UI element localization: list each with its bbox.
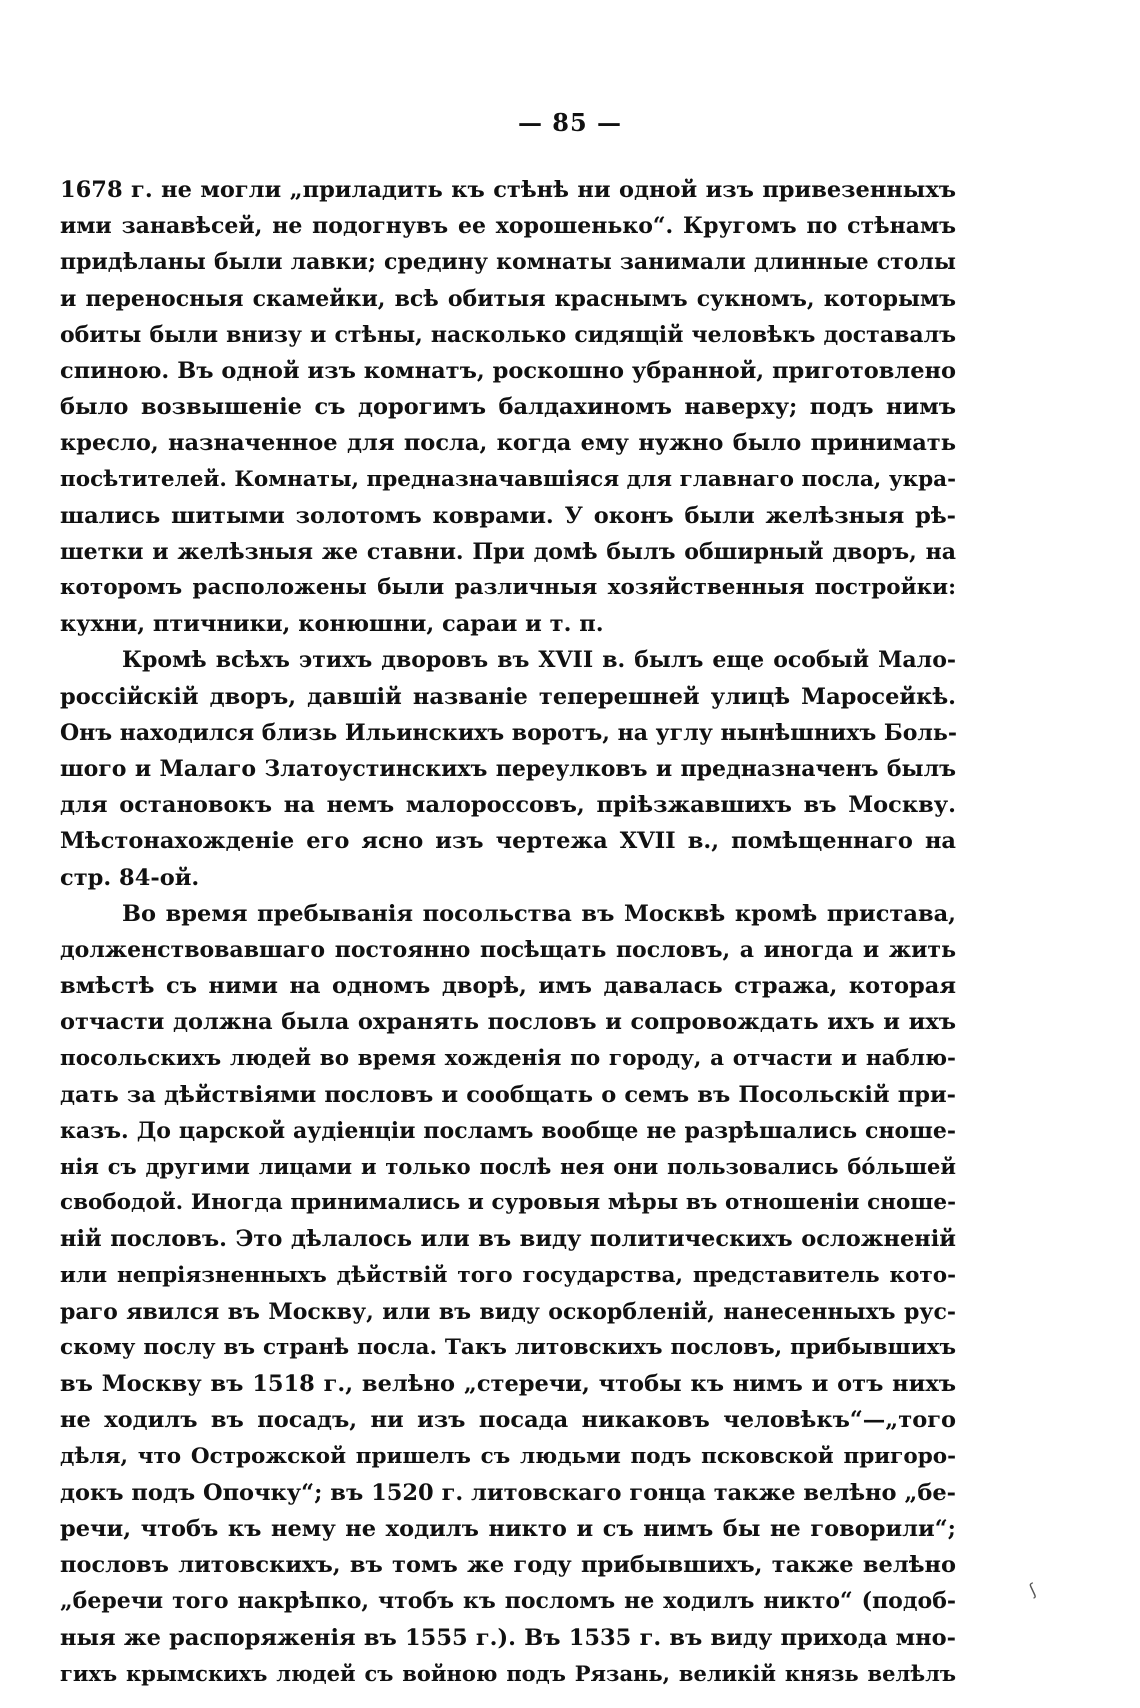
- text-line: не ходилъ въ посадъ, ни изъ посада никаковъ человѣкъ“—„того: [60, 1407, 956, 1434]
- text-line: посольскихъ людей во время хожденія по городу, а отчасти и наблю-: [60, 1045, 956, 1071]
- text-line: ими занавѣсей, не подогнувъ ее хорошенько“. Кругомъ по стѣнамъ: [60, 213, 956, 240]
- text-line: Мѣстонахожденіе его ясно изъ чертежа XVII в., помѣщеннаго на: [60, 828, 956, 855]
- text-line: и переносныя скамейки, всѣ обитыя краснымъ сукномъ, которымъ: [60, 285, 956, 312]
- text-line: которомъ расположены были различныя хозяйственныя постройки:: [60, 575, 956, 601]
- text-line: для остановокъ на немъ малороссовъ, пріѣзжавшихъ въ Москву.: [60, 792, 956, 819]
- text-line: речи, чтобъ къ нему не ходилъ никто и съ нимъ бы не говорили“;: [60, 1515, 956, 1542]
- text-line: спиною. Въ одной изъ комнатъ, роскошно убранной, приготовлено: [60, 357, 956, 384]
- text-line: Во время пребыванія посольства въ Москвѣ кромѣ пристава,: [122, 900, 956, 927]
- paragraph-2: [60, 642, 956, 895]
- text-line: дать за дѣйствіями пословъ и сообщать о семъ въ Посольскій при-: [60, 1081, 956, 1108]
- text-line: посѣтителей. Комнаты, предназначавшіяся для главнаго посла, укра-: [60, 466, 956, 492]
- text-line: придѣланы были лавки; средину комнаты занимали длинные столы: [60, 249, 956, 276]
- text-line: Онъ находился близь Ильинскихъ воротъ, на углу нынѣшнихъ Боль-: [60, 719, 957, 746]
- text-line: въ Москву въ 1518 г., велѣно „стеречи, чтобы къ нимъ и отъ нихъ: [60, 1371, 956, 1398]
- text-line: обиты были внизу и стѣны, насколько сидящій человѣкъ доставалъ: [60, 321, 956, 348]
- paragraph-1: [60, 172, 956, 642]
- text-line: шетки и желѣзныя же ставни. При домѣ былъ обширный дворъ, на: [60, 538, 956, 565]
- text-line: казъ. До царской аудіенціи посламъ вообще не разрѣшались сноше-: [60, 1117, 956, 1144]
- text-line: свободой. Иногда принимались и суровыя мѣры въ отношеніи сноше-: [60, 1190, 956, 1216]
- text-line: шались шитыми золотомъ коврами. У оконъ были желѣзныя рѣ-: [60, 502, 956, 529]
- text-line: ній пословъ. Это дѣлалось или въ виду политическихъ осложненій: [60, 1226, 956, 1253]
- text-line: „беречи того накрѣпко, чтобъ къ посломъ не ходилъ никто“ (подоб-: [60, 1588, 956, 1615]
- text-line: дѣля, что Острожской пришелъ съ людьми подъ псковской пригоро-: [60, 1443, 956, 1469]
- text-line: раго явился въ Москву, или въ виду оскорбленій, нанесенныхъ рус-: [60, 1298, 956, 1325]
- text-line: скому послу въ странѣ посла. Такъ литовскихъ пословъ, прибывшихъ: [60, 1335, 956, 1360]
- text-line: докъ подъ Опочку“; въ 1520 г. литовскаго гонца также велѣно „бе-: [60, 1479, 956, 1506]
- text-line: было возвышеніе съ дорогимъ балдахиномъ наверху; подъ нимъ: [60, 394, 956, 421]
- text-line: стр. 84-ой.: [60, 864, 200, 891]
- paragraph-3: [60, 896, 956, 1692]
- text-line: кресло, назначенное для посла, когда ему нужно было принимать: [60, 430, 956, 457]
- text-line: 1678 г. не могли „приладить къ стѣнѣ ни одной изъ привезенныхъ: [60, 177, 956, 203]
- text-line: кухни, птичники, конюшни, сараи и т. п.: [60, 611, 604, 638]
- text-line: шого и Малаго Златоустинскихъ переулковъ и предназначенъ былъ: [60, 756, 956, 782]
- text-line: вмѣстѣ съ ними на одномъ дворѣ, имъ давалась стража, которая: [60, 973, 956, 1000]
- text-line: ныя же распоряженія въ 1555 г.). Въ 1535 г. въ виду прихода мно-: [60, 1624, 956, 1651]
- margin-mark: ʃ: [1026, 1579, 1040, 1600]
- text-line: отчасти должна была охранять пословъ и сопровождать ихъ и ихъ: [60, 1009, 956, 1036]
- text-line: гихъ крымскихъ людей съ войною подъ Рязань, великій князь велѣлъ: [60, 1660, 956, 1686]
- text-line: Кромѣ всѣхъ этихъ дворовъ въ XVII в. былъ еще особый Мало-: [122, 647, 956, 674]
- text-line: долженствовавшаго постоянно посѣщать пословъ, а иногда и жить: [60, 936, 956, 963]
- page-number: — 85 —: [517, 108, 623, 137]
- body-text: [60, 172, 956, 1692]
- text-line: нія съ другими лицами и только послѣ нея они пользовались бóльшей: [60, 1154, 956, 1180]
- text-line: или непріязненныхъ дѣйствій того государства, представитель кото-: [60, 1262, 956, 1288]
- text-line: россійскій дворъ, давшій названіе теперешней улицѣ Маросейкѣ.: [60, 683, 956, 710]
- text-line: пословъ литовскихъ, въ томъ же году прибывшихъ, также велѣно: [60, 1552, 956, 1579]
